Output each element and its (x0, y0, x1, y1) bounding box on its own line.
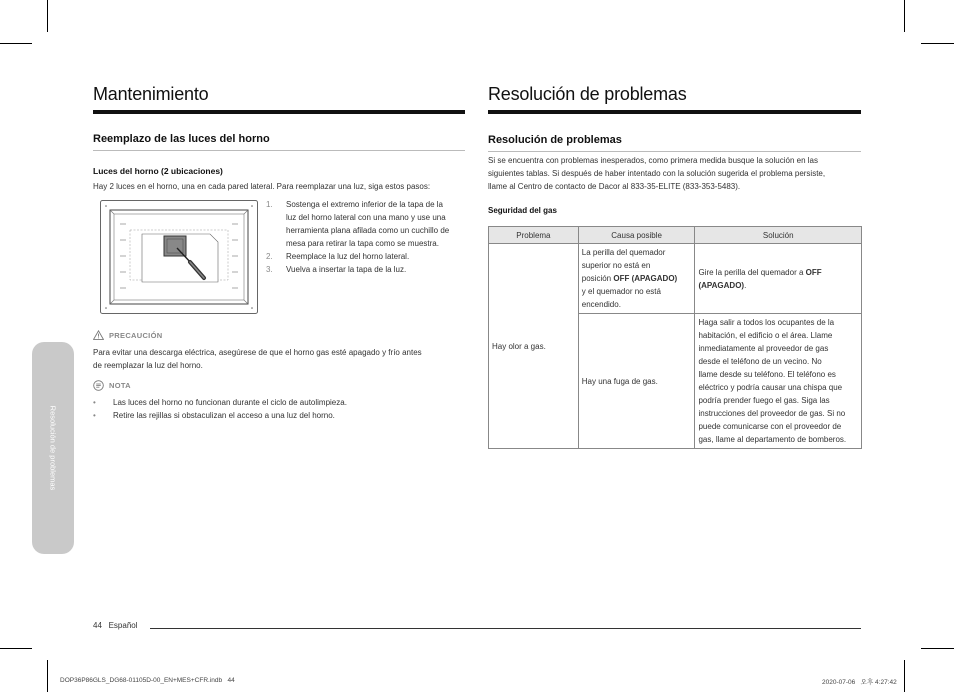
cause-bold-text: OFF (APAGADO) (613, 274, 678, 283)
note-bullet: • (93, 398, 96, 407)
page-title-right: Resolución de problemas (488, 84, 687, 104)
step-item (266, 250, 466, 263)
step-item (266, 198, 466, 250)
solution-line: puede comunicarse con el proveedor de (698, 422, 842, 431)
intro-line: Si se encuentra con problemas inesperados, como primera medida busque la solución en las (488, 156, 818, 165)
solution-text: Gire la perilla del quemador a (698, 267, 806, 277)
step-line: mesa para retirar la tapa como se muestra. (286, 239, 439, 248)
side-tab-label: Resolución de problemas (48, 405, 58, 491)
cause-text: posición (581, 274, 614, 283)
solution-bold-text: (APAGADO) (698, 280, 745, 290)
page-title-left: Mantenimiento (93, 84, 209, 104)
step-text: Vuelva a insertar la tapa de la luz. (286, 265, 407, 274)
solution-line: gas, llame al departamento de bomberos. (698, 435, 847, 444)
crop-mark (904, 0, 905, 32)
step-item (266, 263, 466, 276)
step-line: Sostenga el extremo inferior de la tapa de la (286, 200, 443, 209)
section-rule (488, 151, 861, 152)
solution-line: llame desde su teléfono. El teléfono es (698, 370, 836, 379)
step-line: luz del horno lateral con una mano y use una (286, 213, 446, 222)
column-header: Causa posible (578, 227, 695, 244)
section-title: Reemplazo de las luces del horno (93, 133, 270, 145)
cause-cell (578, 244, 695, 314)
page-footer (93, 621, 138, 630)
file-info: DOP36P86GLS_DG68-01105D-00_EN+MES+CFR.indb 44 (60, 677, 235, 684)
notes-list (93, 396, 465, 422)
cause-line: y el quemador no está (581, 287, 661, 296)
steps-list (266, 198, 466, 276)
solution-line: desde el teléfono de un vecino. No (698, 357, 822, 366)
solution-text: . (744, 280, 747, 290)
note-label: NOTA (109, 381, 131, 390)
title-rule (488, 110, 861, 114)
subsection-title: Seguridad del gas (488, 206, 557, 215)
caution-line: de reemplazar la luz del horno. (93, 361, 203, 370)
subsection-title: Luces del horno (2 ubicaciones) (93, 166, 223, 176)
crop-mark (47, 0, 48, 32)
intro-line: siguientes tablas. Si después de haber intentado con la solución sugerida el problema persiste, (488, 169, 826, 178)
caution-label: PRECAUCIÓN (109, 330, 163, 340)
solution-bold-text: OFF (805, 267, 822, 277)
solution-cell (695, 244, 862, 314)
crop-mark (47, 660, 48, 692)
solution-line: instrucciones del proveedor de gas. Si no (698, 409, 846, 418)
crop-mark (921, 648, 954, 649)
oven-illustration (100, 200, 258, 314)
column-header: Solución (695, 227, 862, 244)
crop-mark (921, 43, 954, 44)
title-rule (93, 110, 465, 114)
section-title: Resolución de problemas (488, 134, 622, 146)
intro-text (488, 154, 861, 193)
intro-line: llame al Centro de contacto de Dacor al 833-35-ELITE (833-353-5483). (488, 182, 741, 191)
intro-text: Hay 2 luces en el horno, una en cada pared lateral. Para reemplazar una luz, siga estos pasos: (93, 182, 431, 191)
cause-line: superior no está en (581, 261, 651, 270)
step-line: herramienta plana afilada como un cuchillo de (286, 226, 450, 235)
solution-line: habitación, el edificio o el área. Llame (698, 331, 833, 340)
column-header: Problema (489, 227, 579, 244)
step-text: Reemplace la luz del horno lateral. (286, 252, 410, 261)
footer-language: Español (108, 621, 138, 630)
solution-line: Haga salir a todos los ocupantes de la (698, 318, 835, 327)
step-text (286, 198, 449, 250)
problem-cell: Hay olor a gas. (489, 244, 579, 449)
caution-line: Para evitar una descarga eléctrica, asegúrese de que el horno gas esté apagado y frío antes (93, 348, 422, 357)
note-item (93, 409, 465, 422)
solution-line: eléctrico y podría causar una chispa que (698, 383, 843, 392)
warning-triangle-icon (93, 330, 104, 340)
cause-line: encendido. (581, 300, 621, 309)
note-item (93, 396, 465, 409)
step-number: 1. (266, 200, 273, 209)
step-number: 2. (266, 252, 273, 261)
solution-line: podría prender fuego el gas. Siga las (698, 396, 830, 405)
table-row (489, 244, 862, 314)
gas-safety-table (488, 226, 862, 449)
solution-cell (695, 314, 862, 449)
caution-text (93, 346, 465, 372)
note-text: Las luces del horno no funcionan durante el ciclo de autolimpieza. (113, 398, 347, 407)
note-text: Retire las rejillas si obstaculizan el acceso a una luz del horno. (113, 411, 335, 420)
side-section-tab (32, 342, 74, 554)
footer-rule (150, 628, 861, 629)
crop-mark (0, 43, 32, 44)
caution-header (93, 330, 162, 340)
page-number: 44 (93, 621, 102, 630)
section-rule (93, 150, 465, 151)
solution-line: inmediatamente al proveedor de gas (698, 344, 829, 353)
print-timestamp: 2020-07-06 오후 4:27:42 (822, 679, 897, 686)
cause-cell: Hay una fuga de gas. (578, 314, 695, 449)
cause-line: La perilla del quemador (581, 248, 666, 257)
note-bullet: • (93, 411, 96, 420)
note-header (93, 380, 131, 391)
note-icon (93, 380, 104, 391)
crop-mark (904, 660, 905, 692)
step-number: 3. (266, 265, 273, 274)
table-header-row (489, 227, 862, 244)
crop-mark (0, 648, 32, 649)
